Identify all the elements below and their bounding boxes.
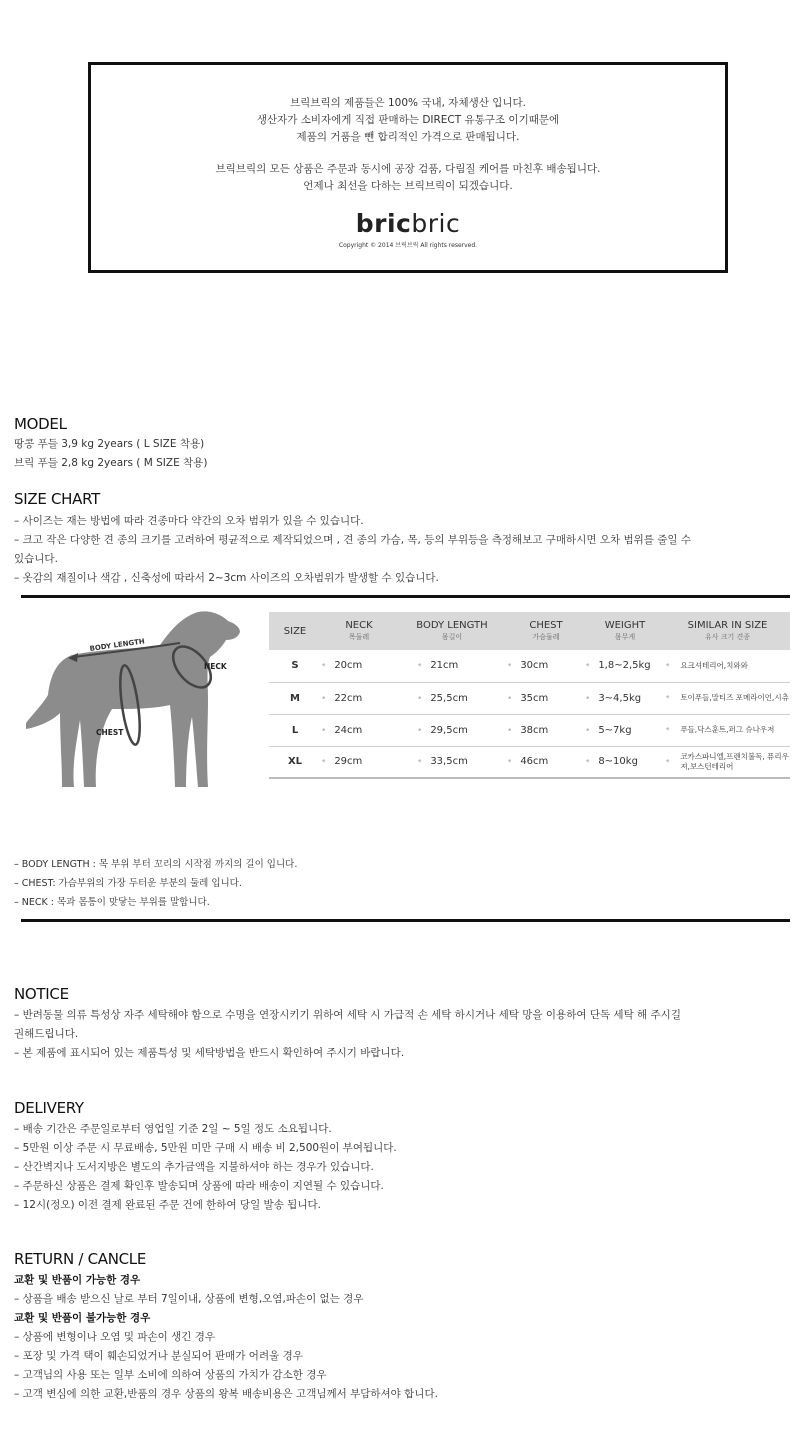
cell-body: • 21cm — [397, 650, 507, 682]
return-line: – 상품을 배송 받으신 날로 부터 7일이내, 상품에 변형,오염,파손이 없는 경우 — [14, 1293, 364, 1305]
header-size: SIZE — [269, 612, 321, 650]
cell-similar: • 토이푸들,말티즈 포메라이언,시츄 — [665, 682, 790, 714]
header-weight: WEIGHT 몸무게 — [585, 612, 665, 650]
size-note: – 크고 작은 다양한 견 종의 크기를 고려하여 평균적으로 제작되었으며 , 견 종의 가슴, 목, 등의 부위등을 측정해보고 구매하시면 오차 범위를 줄일 수 — [14, 534, 691, 546]
header-body-length: BODY LENGTH 몸길이 — [397, 612, 507, 650]
delivery-line: – 산간벽지나 도서지방은 별도의 추가금액을 지불하셔야 하는 경우가 있습니다. — [14, 1161, 374, 1173]
table-row — [269, 714, 790, 746]
brand-logo: bricbric — [355, 209, 461, 238]
return-title: RETURN / CANCLE — [14, 1250, 147, 1268]
cell-chest: • 30cm — [507, 650, 585, 682]
notice-line: – 본 제품에 표시되어 있는 제품특성 및 세탁방법을 반드시 확인하여 주시기 바랍니다. — [14, 1047, 405, 1059]
cell-chest: • 46cm — [507, 746, 585, 778]
cell-size: M — [269, 682, 321, 714]
cell-size: XL — [269, 746, 321, 778]
header-similar: SIMILAR IN SIZE 유사 크기 견종 — [665, 612, 790, 650]
intro-paragraph-2: 브릭브릭의 모든 상품은 주문과 동시에 공장 검품, 다림질 케어를 마친후 배송됩니다. 언제나 최선을 다하는 브릭브릭이 되겠습니다. — [215, 163, 601, 192]
definition-line: – BODY LENGTH : 목 부위 부터 꼬리의 시작점 까지의 길이 입니다. — [14, 859, 298, 870]
cell-size: S — [269, 650, 321, 682]
dog-measurement-diagram — [20, 605, 245, 800]
cell-body: • 29,5cm — [397, 714, 507, 746]
divider — [21, 919, 790, 922]
table-row — [269, 682, 790, 714]
definition-line: – CHEST: 가슴부위의 가장 두터운 부분의 둘레 입니다. — [14, 878, 242, 889]
dog-silhouette-icon — [26, 611, 240, 787]
return-line: – 상품에 변형이나 오염 및 파손이 생긴 경우 — [14, 1331, 216, 1343]
divider — [21, 595, 790, 598]
return-line: – 고객님의 사용 또는 일부 소비에 의하여 상품의 가치가 감소한 경우 — [14, 1369, 327, 1381]
cell-size: L — [269, 714, 321, 746]
header-neck: NECK 목둘레 — [321, 612, 397, 650]
return-line: – 포장 및 가격 택이 훼손되었거나 분실되어 판매가 어려울 경우 — [14, 1350, 303, 1362]
cell-body: • 33,5cm — [397, 746, 507, 778]
cell-body: • 25,5cm — [397, 682, 507, 714]
model-title: MODEL — [14, 415, 67, 433]
return-possible-heading: 교환 및 반품이 가능한 경우 — [14, 1274, 141, 1286]
return-impossible-heading: 교환 및 반품이 불가능한 경우 — [14, 1312, 151, 1324]
body-length-label: BODY LENGTH — [89, 637, 146, 653]
cell-weight: • 3~4,5kg — [585, 682, 665, 714]
notice-line: – 반려동물 의류 특성상 자주 세탁해야 함으로 수명을 연장시키기 위하여 세탁 시 가급적 손 세탁 하시거나 세탁 망을 이용하여 단독 세탁 해 주시길 — [14, 1009, 681, 1021]
intro-paragraph-1: 브릭브릭의 제품들은 100% 국내, 자체생산 입니다. 생산자가 소비자에게 직접 판매하는 DIRECT 유통구조 이기때문에 제품의 거품을 뺀 합리적인 가격으로 판매됩니다. — [256, 97, 560, 143]
cell-weight: • 1,8~2,5kg — [585, 650, 665, 682]
return-line: – 고객 변심에 의한 교환,반품의 경우 상품의 왕복 배송비용은 고객님께서 부담하셔야 합니다. — [14, 1388, 438, 1400]
model-line: 땅콩 푸들 3,9 kg 2years ( L SIZE 착용) — [14, 438, 205, 450]
table-row — [269, 650, 790, 682]
cell-similar: • 푸들,닥스훈트,퍼그 슈나우저 — [665, 714, 790, 746]
size-note: – 사이즈는 재는 방법에 따라 견종마다 약간의 오차 범위가 있을 수 있습니다. — [14, 515, 364, 527]
cell-weight: • 5~7kg — [585, 714, 665, 746]
cell-neck: • 29cm — [321, 746, 397, 778]
delivery-line: – 주문하신 상품은 결제 확인후 발송되며 상품에 따라 배송이 지연될 수 있습니다. — [14, 1180, 384, 1192]
intro-box — [88, 62, 728, 273]
delivery-title: DELIVERY — [14, 1099, 84, 1117]
cell-weight: • 8~10kg — [585, 746, 665, 778]
delivery-line: – 5만원 이상 주문 시 무료배송, 5만원 미만 구매 시 배송 비 2,500원이 부여됩니다. — [14, 1142, 397, 1154]
delivery-line: – 12시(정오) 이전 결제 완료된 주문 건에 한하여 당일 발송 됩니다. — [14, 1199, 321, 1211]
cell-neck: • 24cm — [321, 714, 397, 746]
copyright: Copyright © 2014 브릭브릭 All rights reserved. — [338, 242, 478, 249]
notice-title: NOTICE — [14, 985, 69, 1003]
delivery-line: – 배송 기간은 주문일로부터 영업일 기준 2일 ~ 5일 정도 소요됩니다. — [14, 1123, 332, 1135]
cell-chest: • 38cm — [507, 714, 585, 746]
neck-label: NECK — [204, 662, 227, 671]
notice-line: 권해드립니다. — [14, 1028, 79, 1040]
definition-line: – NECK : 목과 몸통이 맞닿는 부위를 말합니다. — [14, 897, 210, 908]
table-row — [269, 746, 790, 778]
size-note: – 옷감의 재질이나 색감 , 신축성에 따라서 2~3cm 사이즈의 오차범위가 발생할 수 있습니다. — [14, 572, 439, 584]
model-line: 브릭 푸들 2,8 kg 2years ( M SIZE 착용) — [14, 457, 208, 469]
cell-neck: • 22cm — [321, 682, 397, 714]
header-chest: CHEST 가슴둘레 — [507, 612, 585, 650]
size-note: 있습니다. — [14, 553, 58, 565]
chest-label: CHEST — [96, 728, 124, 737]
cell-similar: • 코카스파니엘,프렌치불독, 퓨리우져,보스턴테리어 — [665, 746, 790, 778]
size-table — [269, 612, 790, 779]
cell-neck: • 20cm — [321, 650, 397, 682]
table-header-row — [269, 612, 790, 650]
cell-chest: • 35cm — [507, 682, 585, 714]
size-chart-title: SIZE CHART — [14, 490, 100, 508]
cell-similar: • 요크셔테리어,치와와 — [665, 650, 790, 682]
